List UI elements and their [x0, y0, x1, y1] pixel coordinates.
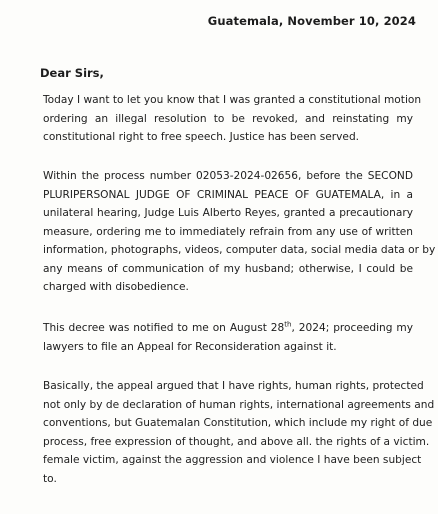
text-line: Within the process number 02053-2024-02656, before the SECOND	[43, 170, 413, 182]
text-line: process, free expression of thought, and above all. the rights of a victim.	[43, 435, 430, 448]
paragraph-granted-motion	[43, 91, 422, 147]
text-line: lawyers to file an Appeal for Reconsideration against it.	[43, 340, 337, 353]
text-line: Basically, the appeal argued that I have rights, human rights, protected	[43, 380, 424, 392]
text-line	[43, 319, 413, 338]
paragraph-process-details	[43, 167, 436, 297]
text-fragment: , 2024; proceeding my	[291, 322, 413, 334]
paragraph-appeal-argument	[43, 377, 435, 488]
text-line: information, photographs, videos, computer data, social media data or by	[43, 244, 436, 256]
ordinal-suffix: th	[284, 320, 292, 329]
text-fragment: This decree was notified to me on August 28	[43, 322, 285, 334]
text-line: constitutional right to free speech. Justice has been served.	[43, 131, 360, 143]
text-line: not only by de declaration of human rights, international agreements and	[43, 398, 435, 411]
text-line: unilateral hearing, Judge Luis Alberto Reyes, granted a precautionary	[43, 207, 413, 219]
text-line: conventions, but Guatemalan Constitution, which include my right of due	[43, 417, 433, 429]
text-line: to.	[43, 472, 57, 485]
text-line: measure, ordering me to immediately refrain from any use of written	[43, 225, 413, 238]
text-line: female victim, against the aggression and violence I have been subject	[43, 454, 422, 466]
text-line: charged with disobedience.	[43, 281, 189, 293]
paragraph-decree-notified	[43, 319, 413, 356]
letter-dateline: Guatemala, November 10, 2024	[207, 14, 416, 28]
text-line: PLURIPERSONAL JUDGE OF CRIMINAL PEACE OF GUATEMALA, in a	[43, 188, 413, 201]
text-line: ordering an illegal resolution to be revoked, and reinstating my	[43, 112, 413, 125]
text-line: Today I want to let you know that I was granted a constitutional motion	[43, 94, 422, 106]
letter-salutation: Dear Sirs,	[40, 66, 104, 80]
text-line: any means of communication of my husband; otherwise, I could be	[43, 262, 413, 275]
